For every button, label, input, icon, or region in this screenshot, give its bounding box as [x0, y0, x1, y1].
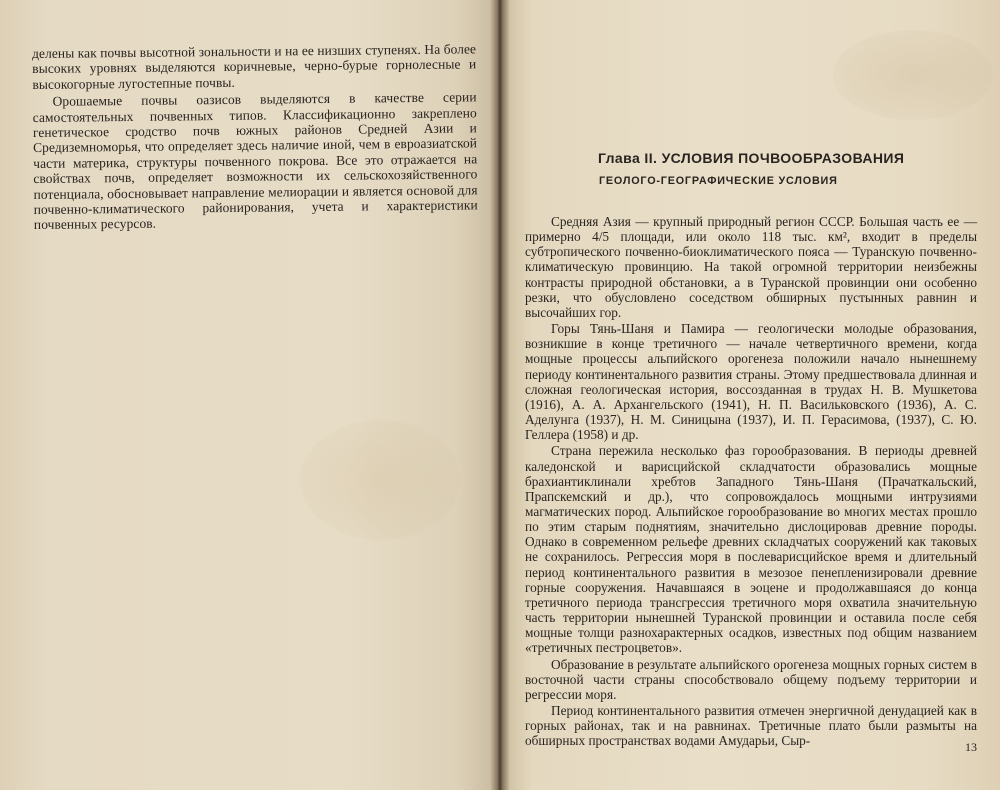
left-page-text	[32, 41, 478, 233]
left-paragraph: Орошаемые почвы оазисов выделяются в качестве серии самостоятельных почвенных типов. Классификационно закреплено генетическое сродство почв южных районов Средней Азии и Средиземноморья, что определяет здесь наличие иной, чем в евроазиатской части материка, структуры почвенного покрова. Все это отражается на свойствах почв, определяет возможности их сельскохозяйственного потенциала, обосновывает направление мелиорации и является основой для почвенно-климатического районирования, учета и характеристики почвенных ресурсов.	[32, 89, 478, 233]
right-page-text	[525, 214, 977, 748]
right-paragraph: Период континентального развития отмечен энергичной денудацией как в горных районах, так и на равнинах. Третичные плато были размыты на обширных пространствах водами Амударьи, Сыр-	[525, 703, 977, 749]
left-paragraph: делены как почвы высотной зональности и на ее низших ступенях. На более высоких уровнях выделяются коричневые, черно-бурые горнолесные и высокогорные лугостепные почвы.	[32, 41, 477, 92]
paper-stain	[300, 420, 460, 540]
left-page	[0, 0, 497, 790]
chapter-title: Глава II. УСЛОВИЯ ПОЧВООБРАЗОВАНИЯ	[598, 150, 905, 166]
right-paragraph: Образование в результате альпийского орогенеза мощных горных систем в восточной части страны способствовало общему подъему территории и регрессии моря.	[525, 656, 977, 702]
right-paragraph: Страна пережила несколько фаз горообразования. В периоды древней каледонской и варисцийской складчатости образовались мощные брахиантиклинали хребтов Западного Тянь-Шаня (Прачаткальский, Прапскемский и др.), что сопровождалось мощными интрузиями магматических пород. Альпийское горообразование во многих местах прошло по этим старым поднятиям, значительно дислоцировав древние породы. Однако в современном рельефе древних складчатых сооружений как таковых не сохранилось. Регрессия моря в послеварисцийское время и длительный период континентального развития в мезозое пенепленизировали древние горные сооружения. Начавшаяся в эоцене и продолжавшаяся до конца третичного периода трансгрессия третичного моря охватила значительную часть территории нынешней Туранской провинции и оставила после себя мощные толщи разнохарактерных осадков, известных под общим названием «третичных пестроцветов».	[525, 443, 977, 656]
right-paragraph: Средняя Азия — крупный природный регион СССР. Большая часть ее — примерно 4/5 площади, или около 118 тыс. км², входит в пределы субтропического почвенно-биоклиматического пояса — Туранскую почвенно-климатическую провинцию. На такой огромной территории неизбежны контрасты природной обстановки, а в Туранской провинции они особенно резки, что обусловлено соседством обширных пустынных равнин и высочайших гор.	[525, 214, 977, 320]
right-page	[503, 0, 1000, 790]
page-number: 13	[965, 740, 977, 754]
section-title: ГЕОЛОГО-ГЕОГРАФИЧЕСКИЕ УСЛОВИЯ	[599, 175, 838, 187]
book-gutter	[490, 0, 510, 790]
paper-stain	[833, 30, 993, 120]
right-paragraph: Горы Тянь-Шаня и Памира — геологически молодые образования, возникшие в конце третичного — начале четвертичного времени, когда мощные процессы альпийского орогенеза положили начало нынешнему периоду континентального развития страны. Этому предшествовала длинная и сложная геологическая история, воссозданная в трудах Н. В. Мушкетова (1916), А. А. Архангельского (1941), Н. П. Васильковского (1936), А. С. Аделунга (1937), Н. М. Синицына (1937), И. П. Герасимова, (1937), С. Ю. Геллера (1958) и др.	[525, 321, 977, 443]
